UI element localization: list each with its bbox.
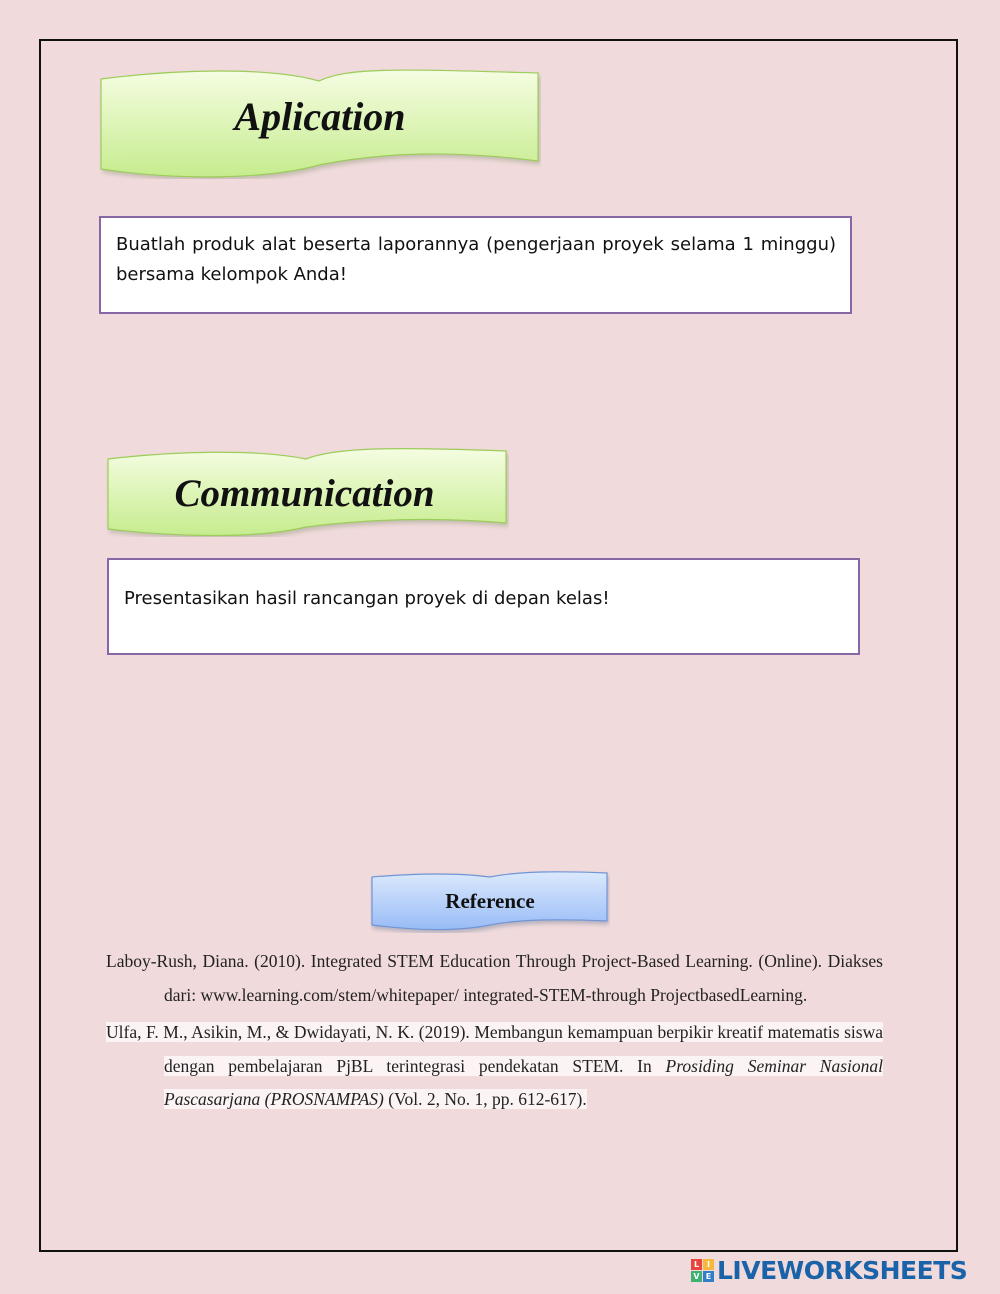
communication-title: Communication (174, 472, 435, 515)
logo-letter-i: I (703, 1259, 714, 1270)
reference-entry-text: Laboy-Rush, Diana. (2010). Integrated STEM Education Through Project-Based Learning. (Online). Diakses dari: www.learning.com/stem/whitepaper/ integrated-STEM-through ProjectbasedLearning. (106, 951, 883, 1005)
reference-list (106, 945, 883, 1121)
liveworksheets-icon (691, 1259, 714, 1282)
reference-title: Reference (445, 889, 535, 913)
communication-banner (106, 447, 509, 537)
reference-entry-details: (Vol. 2, No. 1, pp. 612-617). (383, 1089, 587, 1109)
communication-task-text: Presentasikan hasil rancangan proyek di depan kelas! (124, 588, 610, 609)
logo-letter-l: L (691, 1259, 702, 1270)
application-task-text: Buatlah produk alat beserta laporannya (pengerjaan proyek selama 1 minggu) bersama kelompok Anda! (116, 234, 836, 285)
application-task-box (99, 216, 852, 314)
communication-task-box (107, 558, 860, 655)
reference-entry (106, 945, 883, 1012)
logo-letter-v: V (691, 1271, 702, 1282)
reference-entry (106, 1016, 883, 1117)
logo-letter-e: E (703, 1271, 714, 1282)
reference-entry-source: Prosiding Seminar Nasional Pascasarjana (PROSNAMPAS) (164, 1055, 883, 1109)
reference-entry-text: Ulfa, F. M., Asikin, M., & Dwidayati, N. K. (2019). Membangun kemampuan berpikir kreatif matematis siswa dengan pembelajaran PjBL terintegrasi pendekatan STEM. In (106, 1022, 883, 1076)
application-banner (99, 69, 541, 179)
liveworksheets-logo[interactable] (691, 1255, 967, 1285)
application-title: Aplication (234, 94, 406, 139)
reference-banner (370, 869, 610, 933)
liveworksheets-wordmark: LIVEWORKSHEETS (717, 1255, 968, 1285)
